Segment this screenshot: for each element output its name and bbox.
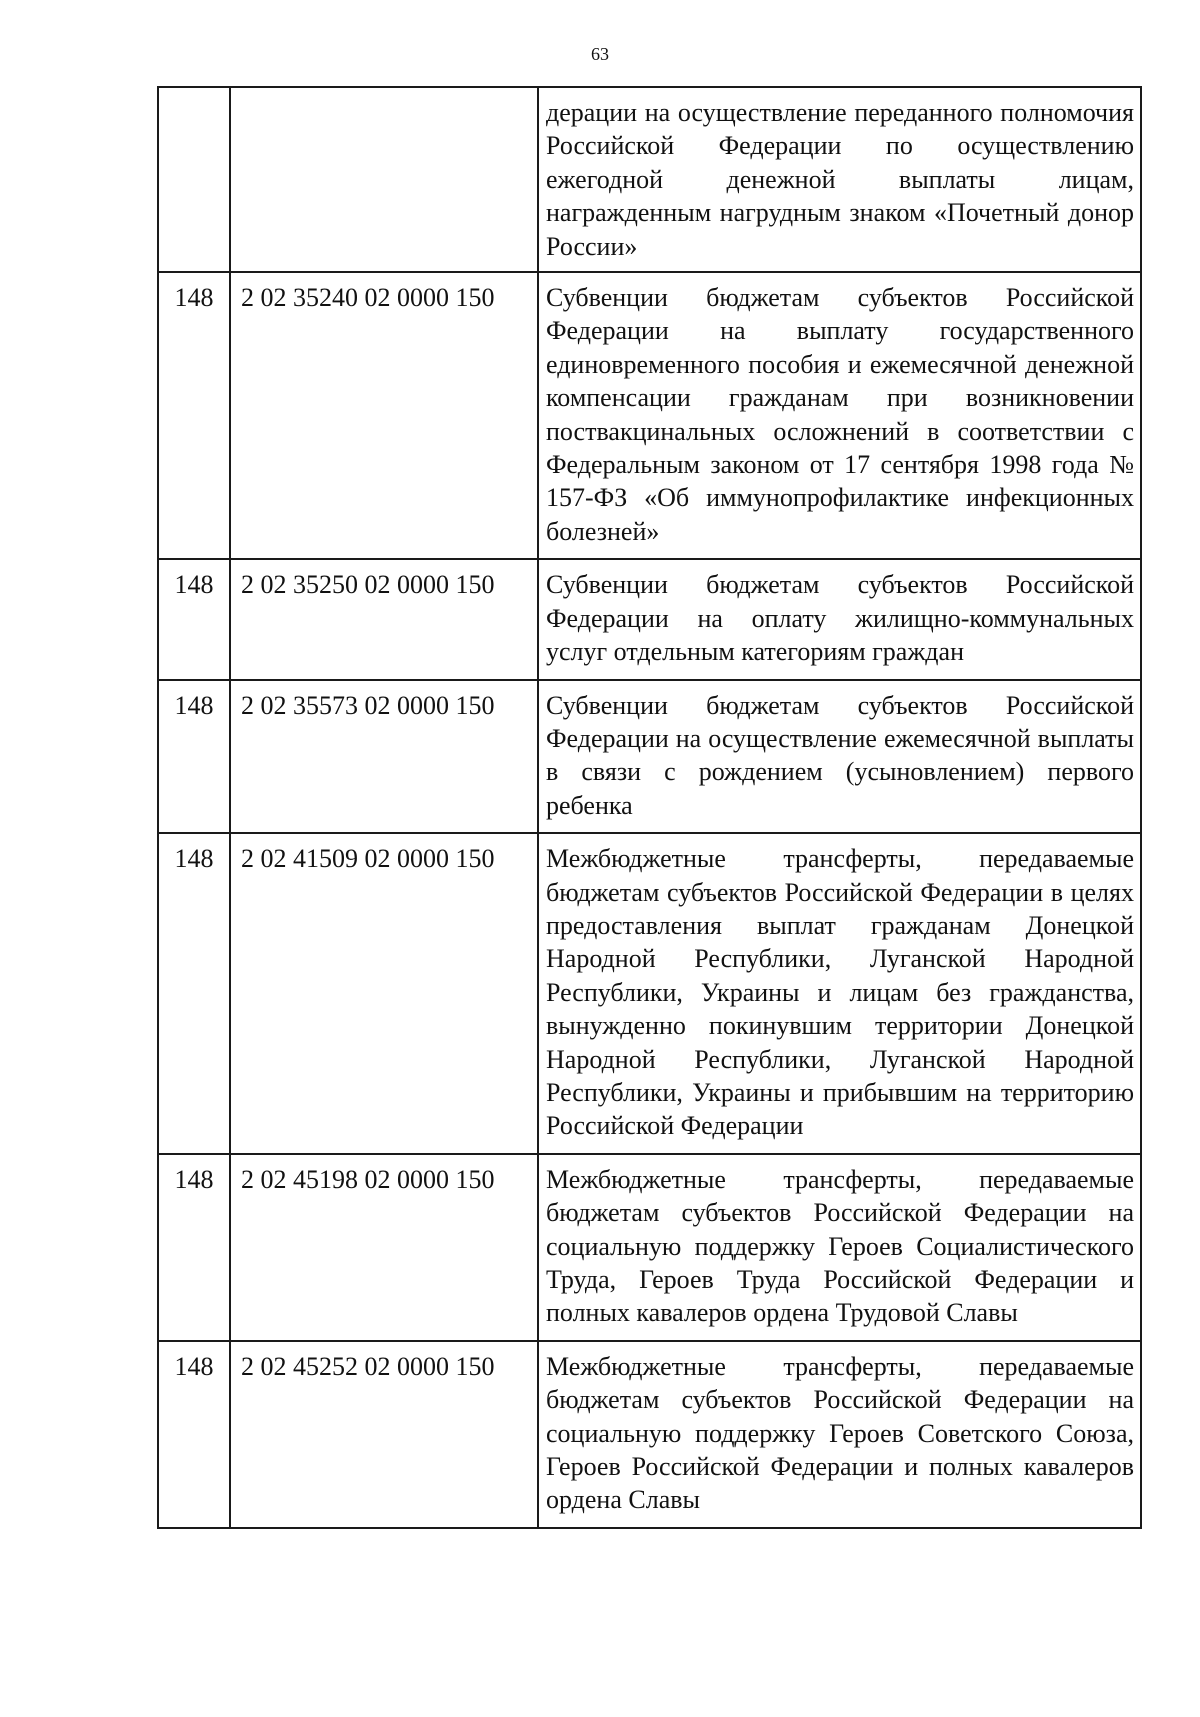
- admin-code-cell: 148: [158, 680, 230, 834]
- budget-code-cell: 2 02 35573 02 0000 150: [230, 680, 538, 834]
- admin-code-cell: 148: [158, 272, 230, 559]
- budget-code-cell: 2 02 35250 02 0000 150: [230, 559, 538, 679]
- budget-code-cell: 2 02 41509 02 0000 150: [230, 833, 538, 1154]
- revenue-name-cell: Субвенции бюджетам субъектов Российской Федерации на оплату жилищно-коммунальных услуг отдельным категориям граждан: [538, 559, 1141, 679]
- budget-classification-table: [157, 86, 1142, 1529]
- revenue-name-cell: Субвенции бюджетам субъектов Российской Федерации на выплату государственного единовременного пособия и ежемесячной денежной компенсации гражданам при возникновении поствакцинальных осложнений в соответствии с Федеральным законом от 17 сентября 1998 года № 157-ФЗ «Об иммунопрофилактике инфекционных болезней»: [538, 272, 1141, 559]
- admin-code-cell: [158, 87, 230, 272]
- table-row: [158, 559, 1141, 679]
- table-row: [158, 272, 1141, 559]
- table-row: [158, 1341, 1141, 1528]
- table-row: [158, 680, 1141, 834]
- revenue-name-cell: Субвенции бюджетам субъектов Российской Федерации на осуществление ежемесячной выплаты в связи с рождением (усыновлением) первого ребенка: [538, 680, 1141, 834]
- revenue-name-cell: Межбюджетные трансферты, передаваемые бюджетам субъектов Российской Федерации на социальную поддержку Героев Социалистического Труда, Героев Труда Российской Федерации и полных кавалеров ордена Трудовой Славы: [538, 1154, 1141, 1341]
- admin-code-cell: 148: [158, 1154, 230, 1341]
- budget-code-cell: [230, 87, 538, 272]
- table-row: [158, 1154, 1141, 1341]
- admin-code-cell: 148: [158, 1341, 230, 1528]
- table-row: [158, 87, 1141, 272]
- revenue-name-cell: Межбюджетные трансферты, передаваемые бюджетам субъектов Российской Федерации на социальную поддержку Героев Советского Союза, Героев Российской Федерации и полных кавалеров ордена Славы: [538, 1341, 1141, 1528]
- admin-code-cell: 148: [158, 559, 230, 679]
- budget-code-cell: 2 02 35240 02 0000 150: [230, 272, 538, 559]
- table-row: [158, 833, 1141, 1154]
- page-number: 63: [591, 44, 609, 64]
- budget-code-cell: 2 02 45252 02 0000 150: [230, 1341, 538, 1528]
- revenue-name-cell: дерации на осуществление переданного полномочия Российской Федерации по осуществлению ежегодной денежной выплаты лицам, награжденным нагрудным знаком «Почетный донор России»: [538, 87, 1141, 272]
- revenue-name-cell: Межбюджетные трансферты, передаваемые бюджетам субъектов Российской Федерации в целях предоставления выплат гражданам Донецкой Народной Республики, Луганской Народной Республики, Украины и лицам без гражданства, вынужденно покинувшим территории Донецкой Народной Республики, Луганской Народной Республики, Украины и прибывшим на территорию Российской Федерации: [538, 833, 1141, 1154]
- admin-code-cell: 148: [158, 833, 230, 1154]
- budget-code-cell: 2 02 45198 02 0000 150: [230, 1154, 538, 1341]
